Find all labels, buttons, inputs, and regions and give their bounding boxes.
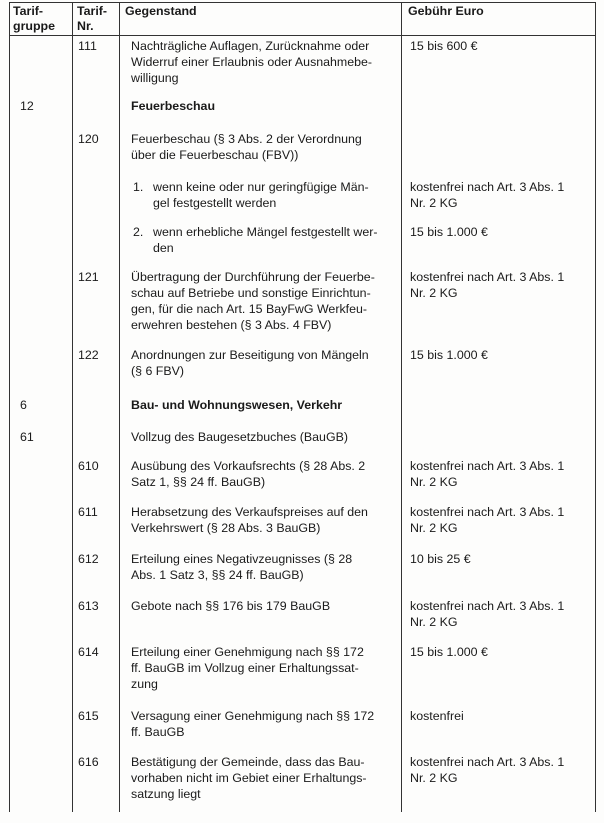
fee-text: 15 bis 1.000 € [410, 225, 488, 239]
item-text: Vollzug des Baugesetzbuches (BauGB) [131, 430, 348, 444]
tarif-nr: 111 [78, 39, 97, 53]
item-text: Feuerbeschau (§ 3 Abs. 2 der Verordnung über die Feuerbeschau (FBV)) [131, 132, 362, 162]
fee-text: kostenfrei nach Art. 3 Abs. 1 Nr. 2 KG [410, 180, 565, 210]
tarif-gruppe: 6 [20, 398, 27, 412]
item-text: wenn keine oder nur geringfügige Män- gel festgestellt werden [153, 180, 369, 210]
table-border-right [595, 2, 596, 812]
header-tarif-nr: Tarif- Nr. [77, 4, 108, 33]
fee-text: kostenfrei [410, 709, 464, 723]
column-divider-3 [401, 2, 402, 812]
sub-item-number: 1. [133, 180, 144, 194]
fee-text: 15 bis 1.000 € [410, 348, 488, 362]
item-text: Ausübung des Vorkaufsrechts (§ 28 Abs. 2 Satz 1, §§ 24 ff. BauGB) [131, 459, 366, 489]
column-divider-1 [72, 2, 73, 812]
fee-text: 15 bis 1.000 € [410, 645, 488, 659]
item-text: Nachträgliche Auflagen, Zurücknahme oder Widerruf einer Erlaubnis oder Ausnahmebe- willigung [131, 39, 373, 85]
item-text: Gebote nach §§ 176 bis 179 BauGB [131, 599, 331, 613]
tarif-nr: 611 [78, 505, 98, 519]
tarif-gruppe: 12 [20, 99, 34, 113]
tarif-nr: 614 [78, 645, 99, 659]
table-border-top [9, 2, 596, 3]
fee-text: kostenfrei nach Art. 3 Abs. 1 Nr. 2 KG [410, 599, 565, 629]
tarif-nr: 120 [78, 132, 99, 146]
fee-text: 10 bis 25 € [410, 552, 471, 566]
section-heading: Bau- und Wohnungswesen, Verkehr [131, 398, 343, 412]
column-divider-2 [119, 2, 120, 812]
item-text: Anordnungen zur Beseitigung von Mängeln (§ 6 FBV) [131, 348, 369, 378]
item-text: Erteilung eines Negativzeugnisses (§ 28 Abs. 1 Satz 3, §§ 24 ff. BauGB) [131, 552, 353, 582]
tarif-nr: 615 [78, 709, 99, 723]
tarif-nr: 612 [78, 552, 99, 566]
header-tarif-gruppe: Tarif- gruppe [13, 4, 55, 33]
item-text: Bestätigung der Gemeinde, dass das Bau- vorhaben nicht im Gebiet einer Erhaltungs- satzung liegt [131, 755, 367, 801]
item-text: Übertragung der Durchführung der Feuerbe- schau auf Betriebe und sonstige Einrichtun- gen, für die nach Art. 15 BayFwG Werkfeu- erwehren bestehen (§ 3 Abs. 4 FBV) [131, 270, 375, 332]
fee-text: kostenfrei nach Art. 3 Abs. 1 Nr. 2 KG [410, 505, 565, 535]
tarif-gruppe: 61 [20, 430, 34, 444]
section-heading: Feuerbeschau [131, 99, 216, 113]
sub-item-number: 2. [133, 225, 144, 239]
item-text: Erteilung einer Genehmigung nach §§ 172 ff. BauGB im Vollzug einer Erhaltungssat- zung [131, 645, 364, 691]
table-border-left [9, 2, 10, 812]
item-text: wenn erhebliche Mängel festgestellt wer- den [153, 225, 378, 255]
header-gegenstand: Gegenstand [125, 4, 197, 18]
tarif-nr: 613 [78, 599, 99, 613]
tarif-nr: 121 [78, 270, 99, 284]
fee-text: 15 bis 600 € [410, 39, 478, 53]
tarif-nr: 616 [78, 755, 99, 769]
tarif-nr: 122 [78, 348, 99, 362]
header-gebuehr: Gebühr Euro [408, 4, 484, 18]
item-text: Versagung einer Genehmigung nach §§ 172 ff. BauGB [131, 709, 375, 739]
tarif-nr: 610 [78, 459, 99, 473]
fee-text: kostenfrei nach Art. 3 Abs. 1 Nr. 2 KG [410, 459, 565, 489]
fee-text: kostenfrei nach Art. 3 Abs. 1 Nr. 2 KG [410, 270, 565, 300]
header-divider [9, 35, 596, 36]
item-text: Herabsetzung des Verkaufspreises auf den Verkehrswert (§ 28 Abs. 3 BauGB) [131, 505, 368, 535]
fee-text: kostenfrei nach Art. 3 Abs. 1 Nr. 2 KG [410, 755, 565, 785]
